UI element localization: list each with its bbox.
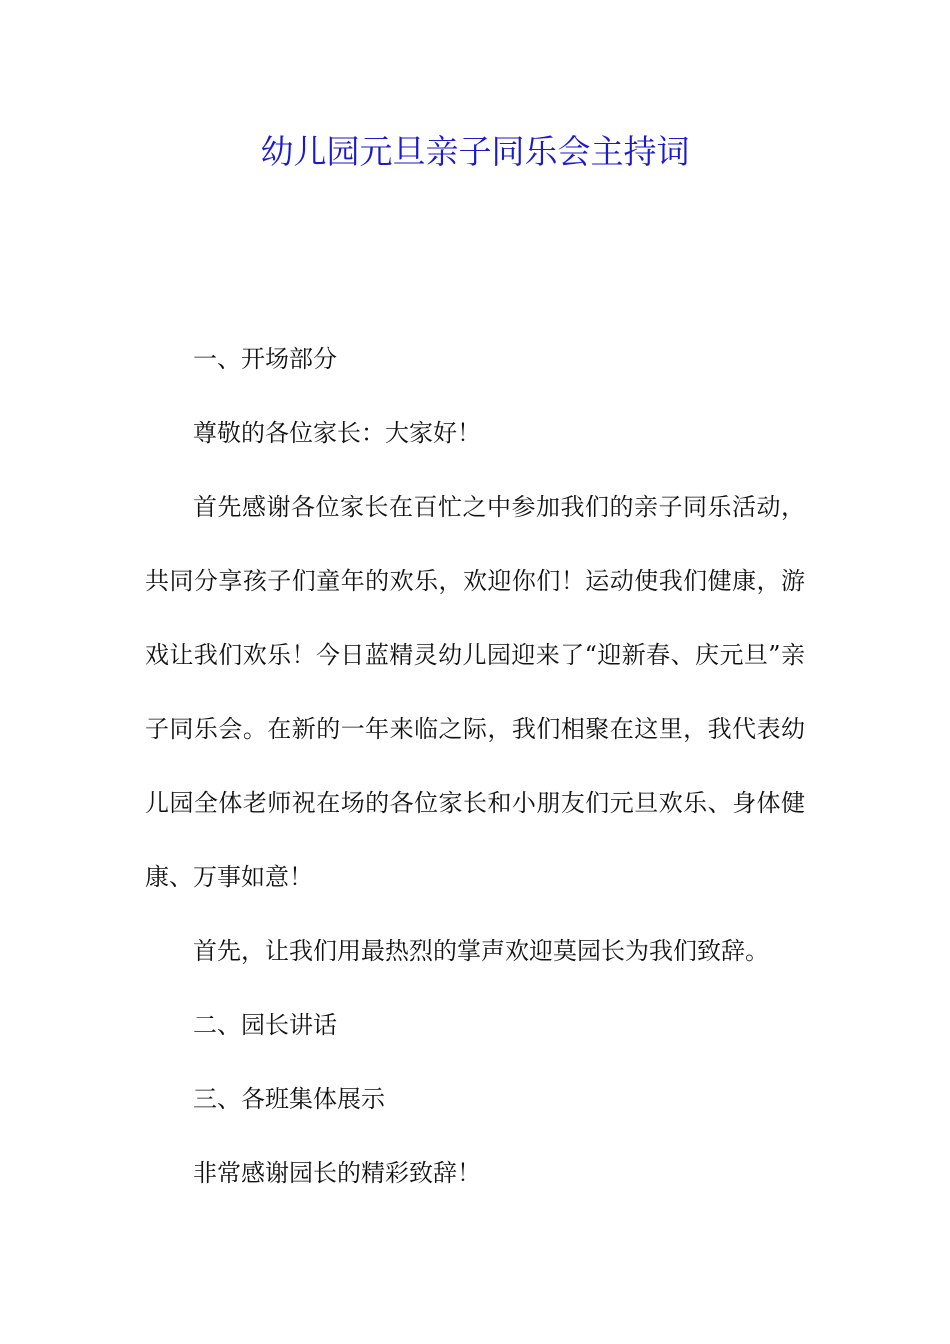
section-heading-principal-speech: 二、园长讲话 bbox=[193, 1011, 337, 1039]
thanks-paragraph: 非常感谢园长的精彩致辞！ bbox=[193, 1159, 481, 1187]
section-heading-class-showcase: 三、各班集体展示 bbox=[193, 1085, 385, 1113]
welcome-paragraph: 首先感谢各位家长在百忙之中参加我们的亲子同乐活动，共同分享孩子们童年的欢乐，欢迎你们！运动使我们健康，游戏让我们欢乐！今日蓝精灵幼儿园迎来了“迎新春、庆元旦”亲子同乐会。在新的一年来临之际，我们相聚在这里，我代表幼儿园全体老师祝在场的各位家长和小朋友们元旦欢乐、身体健康、万事如意！ bbox=[145, 493, 805, 891]
document-body bbox=[145, 334, 805, 1222]
document-title: 幼儿园元旦亲子同乐会主持词 bbox=[260, 132, 690, 171]
section-heading-opening: 一、开场部分 bbox=[193, 345, 337, 373]
invite-principal-paragraph: 首先，让我们用最热烈的掌声欢迎莫园长为我们致辞。 bbox=[193, 937, 769, 965]
greeting-paragraph: 尊敬的各位家长：大家好！ bbox=[193, 419, 481, 447]
